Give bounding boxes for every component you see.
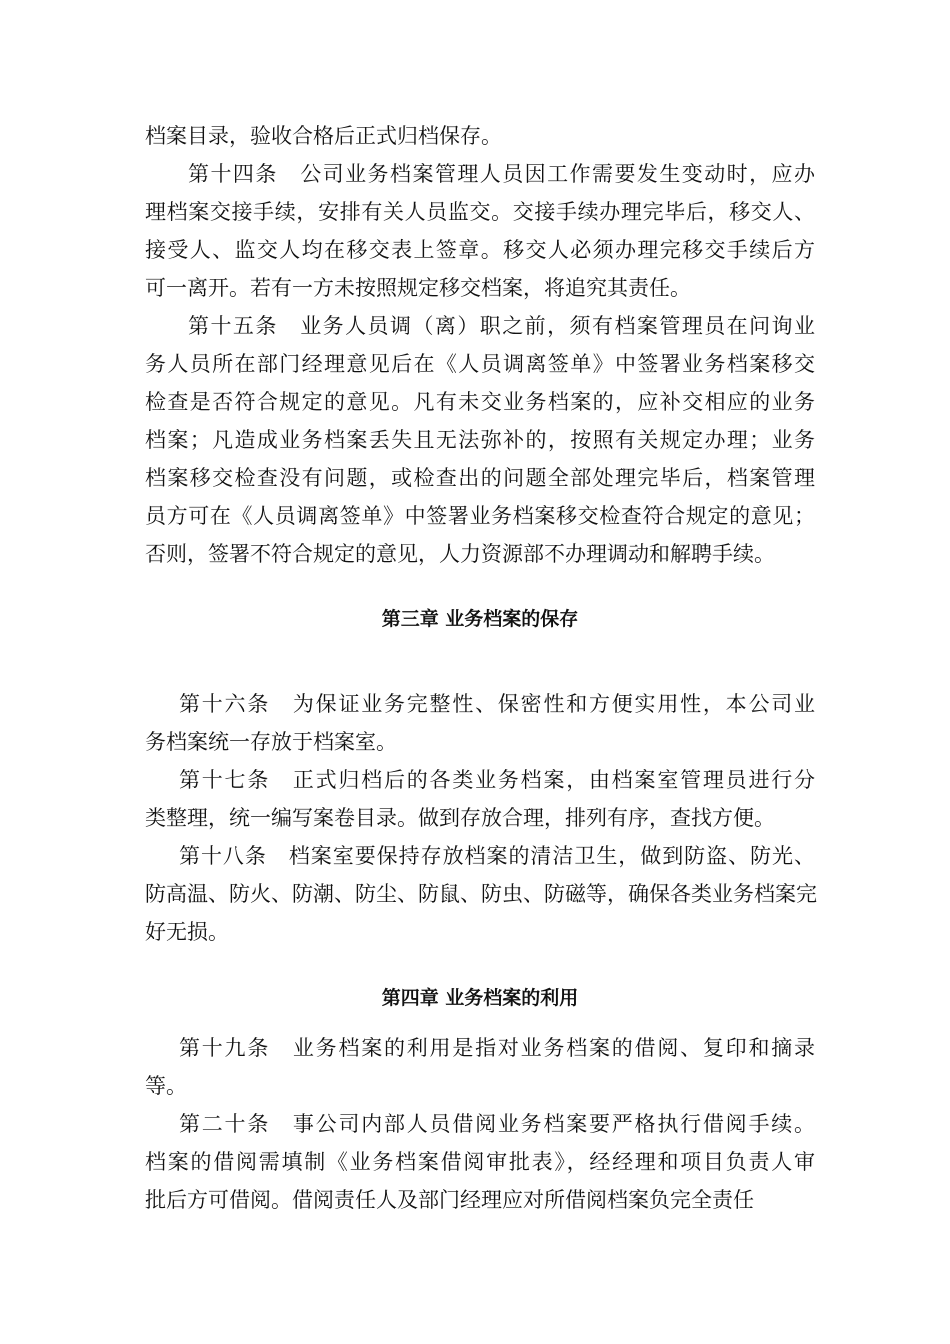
article-15-line: 务人员所在部门经理意见后在《人员调离签单》中签署业务档案移交 [145,352,815,376]
article-18-line: 防高温、防火、防潮、防尘、防鼠、防虫、防磁等，确保各类业务档案完 [145,882,817,906]
article-14-line: 接受人、监交人均在移交表上签章。移交人必须办理完移交手续后方 [145,238,815,262]
article-17-line: 类整理，统一编写案卷目录。做到存放合理，排列有序，查找方便。 [145,806,775,830]
article-15-line: 检查是否符合规定的意见。凡有未交业务档案的，应补交相应的业务 [145,390,815,414]
article-16-line: 务档案统一存放于档案室。 [145,730,397,754]
article-19-line: 第十九条 业务档案的利用是指对业务档案的借阅、复印和摘录 [179,1036,815,1060]
article-15-line: 第十五条 业务人员调（离）职之前，须有档案管理员在问询业 [188,314,815,338]
article-18-line: 第十八条 档案室要保持存放档案的清洁卫生，做到防盗、防光、 [179,844,815,868]
text-line: 档案目录，验收合格后正式归档保存。 [145,124,502,148]
chapter-4-heading: 第四章 业务档案的利用 [381,987,579,1009]
article-15-line: 员方可在《人员调离签单》中签署业务档案移交检查符合规定的意见； [145,504,815,528]
article-20-line: 第二十条 事公司内部人员借阅业务档案要严格执行借阅手续。 [179,1112,815,1136]
article-19-line: 等。 [145,1074,187,1098]
article-15-line: 否则，签署不符合规定的意见，人力资源部不办理调动和解聘手续。 [145,542,775,566]
article-20-line: 档案的借阅需填制《业务档案借阅审批表》，经经理和项目负责人审 [145,1150,815,1174]
article-15-line: 档案；凡造成业务档案丢失且无法弥补的，按照有关规定办理；业务 [145,428,815,452]
article-14-line: 理档案交接手续，安排有关人员监交。交接手续办理完毕后，移交人、 [145,200,815,224]
chapter-3-heading: 第三章 业务档案的保存 [381,608,579,630]
article-20-line: 批后方可借阅。借阅责任人及部门经理应对所借阅档案负完全责任 [145,1188,754,1212]
article-15-line: 档案移交检查没有问题，或检查出的问题全部处理完毕后，档案管理 [145,466,815,490]
article-14-line: 可一离开。若有一方未按照规定移交档案，将追究其责任。 [145,276,691,300]
article-14-line: 第十四条 公司业务档案管理人员因工作需要发生变动时，应办 [188,162,815,186]
article-18-line: 好无损。 [145,920,229,944]
article-16-line: 第十六条 为保证业务完整性、保密性和方便实用性，本公司业 [179,692,815,716]
article-17-line: 第十七条 正式归档后的各类业务档案，由档案室管理员进行分 [179,768,815,792]
